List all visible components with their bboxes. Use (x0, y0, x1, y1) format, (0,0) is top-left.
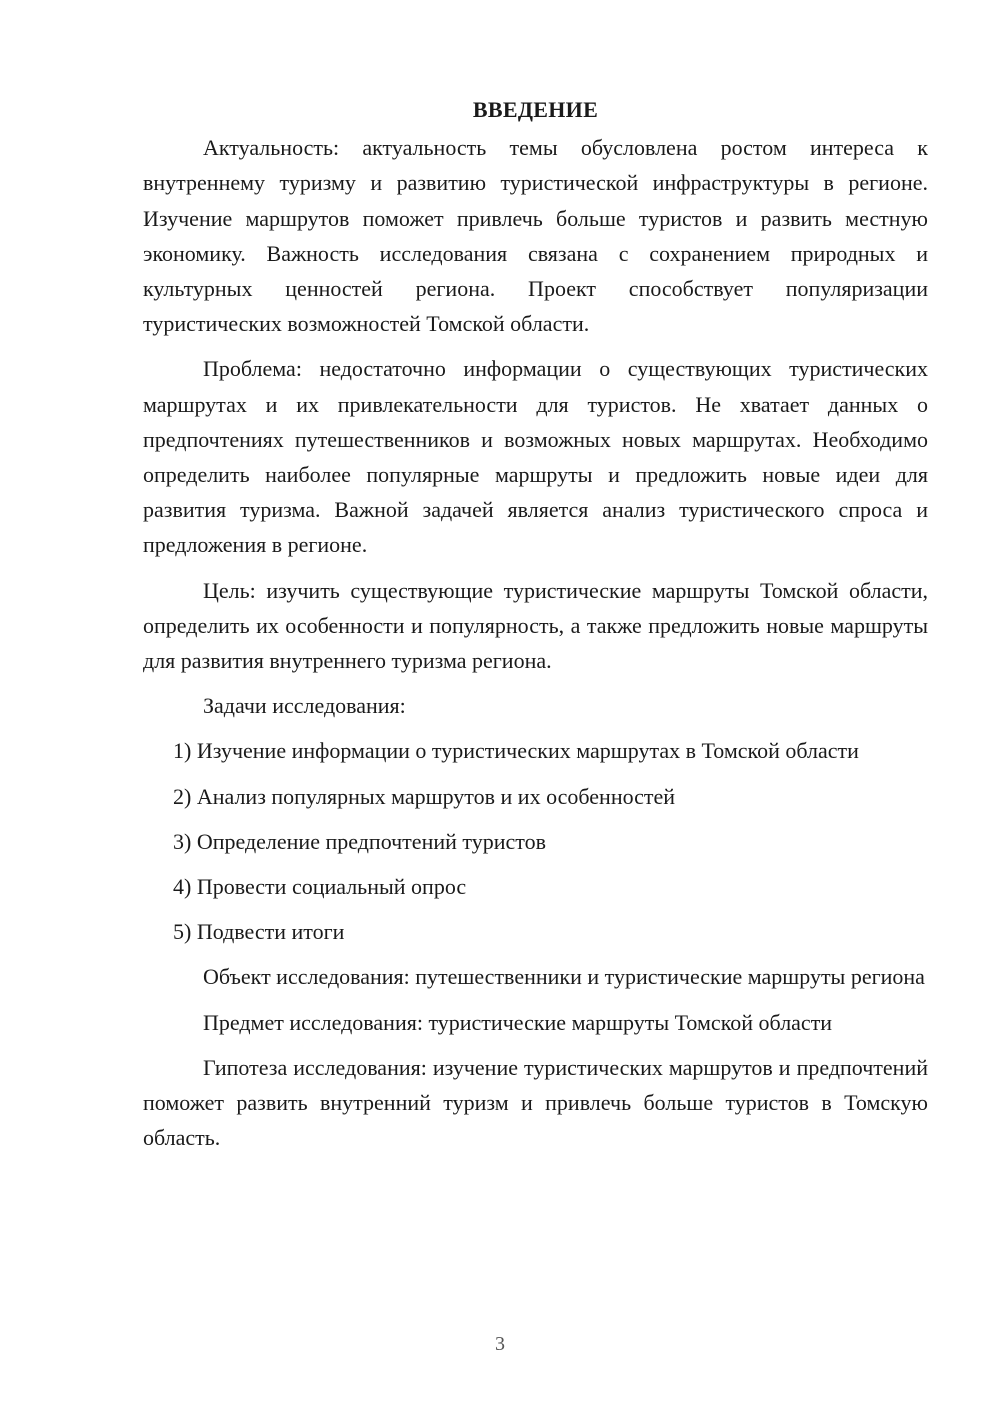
page-number: 3 (495, 1333, 505, 1355)
goal-paragraph: Цель: изучить существующие туристические маршруты Томской области, определить их особенности и популярность, а также предложить новые маршруты для развития внутреннего туризма региона. (143, 577, 928, 674)
task-item: 4) Провести социальный опрос (173, 874, 467, 900)
task-item: 2) Анализ популярных маршрутов и их особенностей (173, 783, 676, 809)
task-item: 1) Изучение информации о туристических маршрутах в Томской области (173, 738, 859, 764)
relevance-paragraph: Актуальность: актуальность темы обусловлена ростом интереса к внутреннему туризму и развитию туристической инфраструктуры в регионе. Изучение маршрутов поможет привлечь больше туристов и развить местную экономику. Важность исследования связана с сохранением природных и культурных ценностей региона. Проект способствует популяризации туристических возможностей Томской области. (143, 135, 928, 337)
task-item: 3) Определение предпочтений туристов (173, 828, 546, 854)
object-paragraph: Объект исследования: путешественники и туристические маршруты региона (203, 964, 925, 990)
hypothesis-paragraph: Гипотеза исследования: изучение туристических маршрутов и предпочтений поможет развить внутренний туризм и привлечь больше туристов в Томскую область. (143, 1054, 928, 1151)
subject-paragraph: Предмет исследования: туристические маршруты Томской области (203, 1009, 833, 1035)
tasks-title: Задачи исследования: (203, 693, 406, 719)
section-heading: ВВЕДЕНИЕ (472, 97, 599, 122)
document-page (143, 92, 928, 1155)
problem-paragraph: Проблема: недостаточно информации о существующих туристических маршрутах и их привлекательности для туристов. Не хватает данных о предпочтениях путешественников и возможных новых маршрутах. Необходимо определить наиболее популярные маршруты и предложить новые идеи для развития туризма. Важной задачей является анализ туристического спроса и предложения в регионе. (143, 356, 928, 558)
task-item: 5) Подвести итоги (173, 919, 345, 945)
